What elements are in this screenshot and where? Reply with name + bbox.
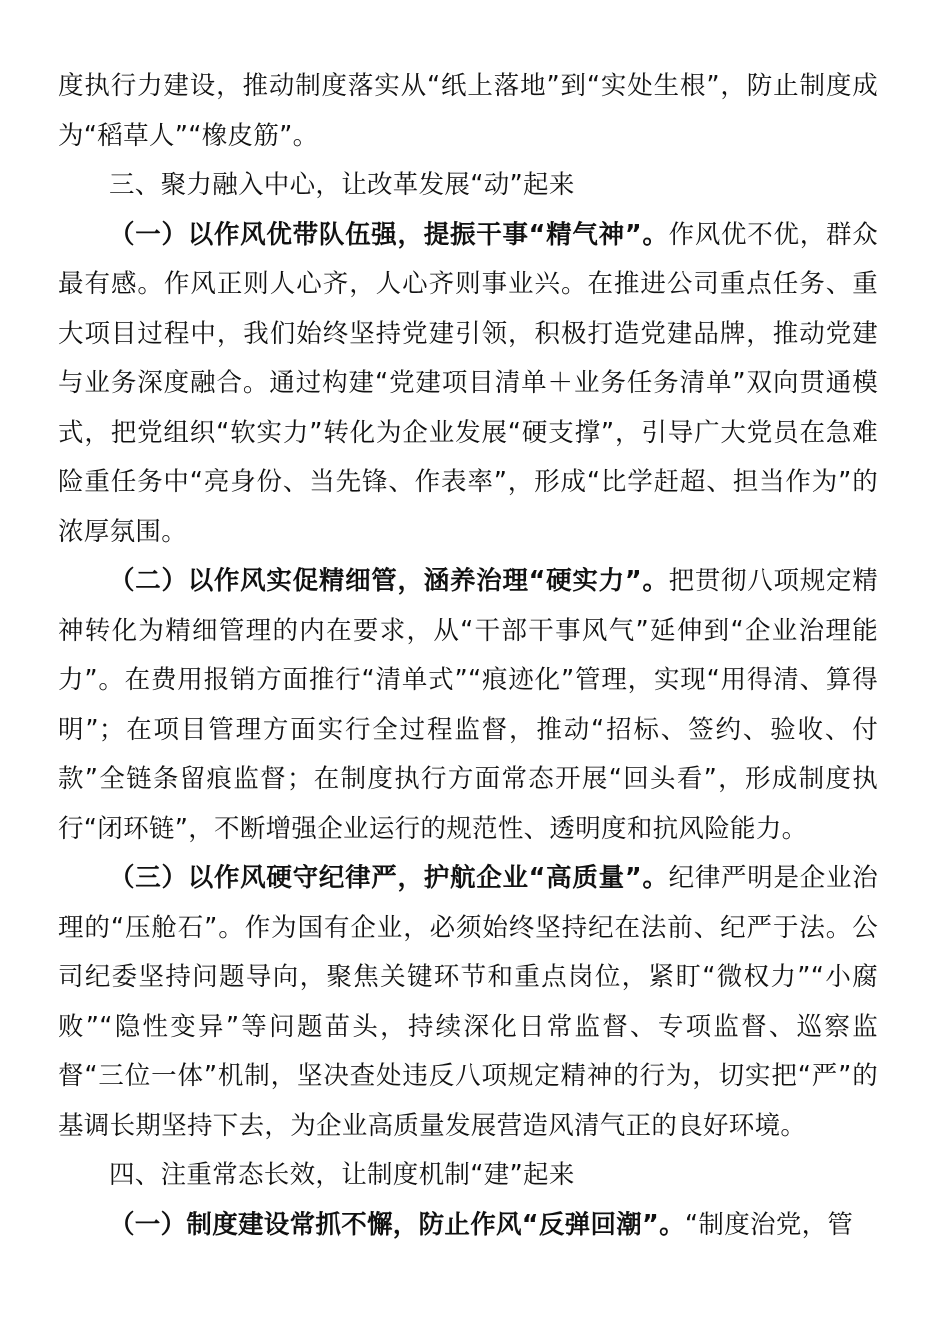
section-heading-text: 三、聚力融入中心，让改革发展“动”起来	[109, 170, 575, 200]
section-heading-text: 四、注重常态长效，让制度机制“建”起来	[109, 1160, 575, 1190]
paragraph-text: “制度治党，管	[684, 1209, 854, 1240]
paragraph-3-2	[58, 557, 878, 854]
paragraph-lead-bold: （三）以作风硬守纪律严，护航企业“高质量”。	[109, 863, 669, 893]
paragraph-text: 纪律严明是企业治理的“压舱石”。作为国有企业，必须始终坚持纪在法前、纪严于法。公司纪委坚持问题导向，聚焦关键环节和重点岗位，紧盯“微权力”“小腐败”“隐性变异”等问题苗头，持续深化日常监督、专项监督、巡察监督“三位一体”机制，坚决查处违反八项规定精神的行为，切实把“严”的基调长期坚持下去，为企业高质量发展营造风清气正的良好环境。	[58, 863, 879, 1141]
paragraph-text: 作风优不优，群众最有感。作风正则人心齐，人心齐则事业兴。在推进公司重点任务、重大项目过程中，我们始终坚持党建引领，积极打造党建品牌，推动党建与业务深度融合。通过构建“党建项目清单＋业务任务清单”双向贯通模式，把党组织“软实力”转化为企业发展“硬支撑”，引导广大党员在急难险重任务中“亮身份、当先锋、作表率”，形成“比学赶超、担当作为”的浓厚氛围。	[58, 219, 879, 547]
paragraph-text: 把贯彻八项规定精神转化为精细管理的内在要求，从“干部干事风气”延伸到“企业治理能力”。在费用报销方面推行“清单式”“痕迹化”管理，实现“用得清、算得明”；在项目管理方面实行全过程监督，推动“招标、签约、验收、付款”全链条留痕监督；在制度执行方面常态开展“回头看”，形成制度执行“闭环链”，不断增强企业运行的规范性、透明度和抗风险能力。	[58, 566, 879, 844]
paragraph-3-1	[58, 211, 878, 558]
paragraph-lead-bold: （二）以作风实促精细管，涵养治理“硬实力”。	[109, 566, 669, 596]
paragraph-lead-bold: （一）以作风优带队伍强，提振干事“精气神”。	[109, 219, 669, 250]
section-heading-4	[58, 1151, 878, 1201]
paragraph-3-3	[58, 854, 878, 1151]
paragraph-lead-bold: （一）制度建设常抓不懈，防止作风“反弹回潮”。	[109, 1209, 685, 1240]
paragraph-4-1	[58, 1201, 878, 1251]
section-heading-3	[58, 161, 878, 211]
paragraph-text: 度执行力建设，推动制度落实从“纸上落地”到“实处生根”，防止制度成为“稻草人”“橡皮筋”。	[58, 71, 878, 151]
document-page	[58, 62, 878, 1250]
paragraph-continuation	[58, 62, 878, 161]
